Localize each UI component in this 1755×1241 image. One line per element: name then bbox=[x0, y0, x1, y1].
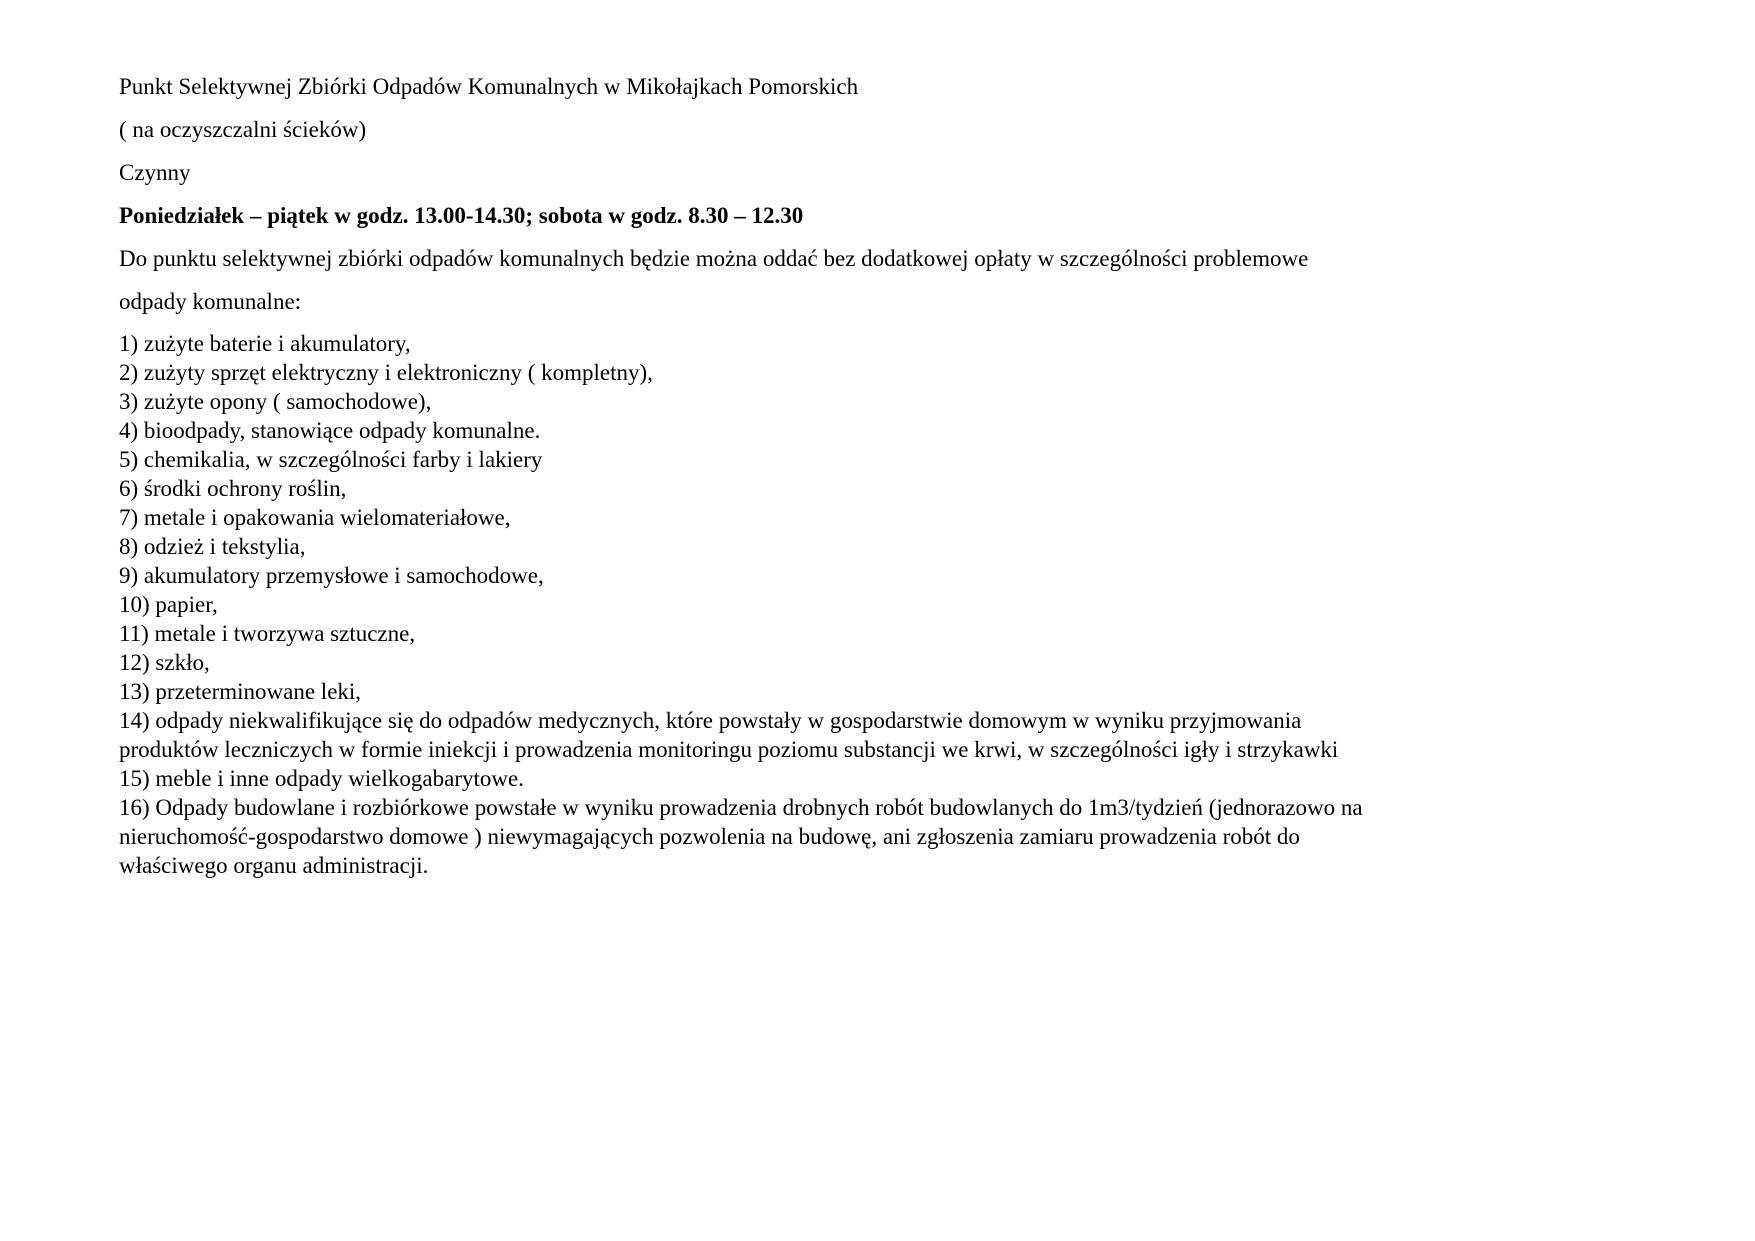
list-item: 8) odzież i tekstylia, bbox=[119, 534, 306, 559]
intro-line-2: odpady komunalne: bbox=[119, 289, 302, 314]
list-item: 9) akumulatory przemysłowe i samochodowe, bbox=[119, 563, 544, 588]
list-item: 3) zużyte opony ( samochodowe), bbox=[119, 389, 432, 414]
document-title: Punkt Selektywnej Zbiórki Odpadów Komunalnych w Mikołajkach Pomorskich bbox=[119, 74, 859, 99]
list-item-continuation: właściwego organu administracji. bbox=[119, 853, 429, 878]
list-item: 13) przeterminowane leki, bbox=[119, 679, 362, 704]
list-item: 10) papier, bbox=[119, 592, 218, 617]
intro-line-1: Do punktu selektywnej zbiórki odpadów komunalnych będzie można oddać bez dodatkowej opłaty w szczególności problemowe bbox=[119, 246, 1309, 271]
list-item: 15) meble i inne odpady wielkogabarytowe. bbox=[119, 766, 524, 791]
list-item: 2) zużyty sprzęt elektryczny i elektroniczny ( kompletny), bbox=[119, 360, 653, 385]
list-item: 7) metale i opakowania wielomateriałowe, bbox=[119, 505, 511, 530]
location-note: ( na oczyszczalni ścieków) bbox=[119, 117, 367, 142]
list-item: 5) chemikalia, w szczególności farby i lakiery bbox=[119, 447, 543, 472]
list-item: 14) odpady niekwalifikujące się do odpadów medycznych, które powstały w gospodarstwie domowym w wyniku przyjmowania bbox=[119, 708, 1302, 733]
list-item: 16) Odpady budowlane i rozbiórkowe powstałe w wyniku prowadzenia drobnych robót budowlanych do 1m3/tydzień (jednorazowo na bbox=[119, 795, 1363, 820]
opening-hours: Poniedziałek – piątek w godz. 13.00-14.30; sobota w godz. 8.30 – 12.30 bbox=[119, 203, 804, 228]
document-page bbox=[119, 73, 1619, 880]
waste-list bbox=[119, 329, 1619, 880]
list-item-continuation: nieruchomość-gospodarstwo domowe ) niewymagających pozwolenia na budowę, ani zgłoszenia zamiaru prowadzenia robót do bbox=[119, 824, 1300, 849]
list-item: 1) zużyte baterie i akumulatory, bbox=[119, 331, 411, 356]
list-item: 6) środki ochrony roślin, bbox=[119, 476, 347, 501]
list-item-continuation: produktów leczniczych w formie iniekcji i prowadzenia monitoringu poziomu substancji we krwi, w szczególności igły i strzykawki bbox=[119, 737, 1339, 762]
list-item: 12) szkło, bbox=[119, 650, 210, 675]
list-item: 4) bioodpady, stanowiące odpady komunalne. bbox=[119, 418, 541, 443]
open-label: Czynny bbox=[119, 160, 191, 185]
list-item: 11) metale i tworzywa sztuczne, bbox=[119, 621, 416, 646]
